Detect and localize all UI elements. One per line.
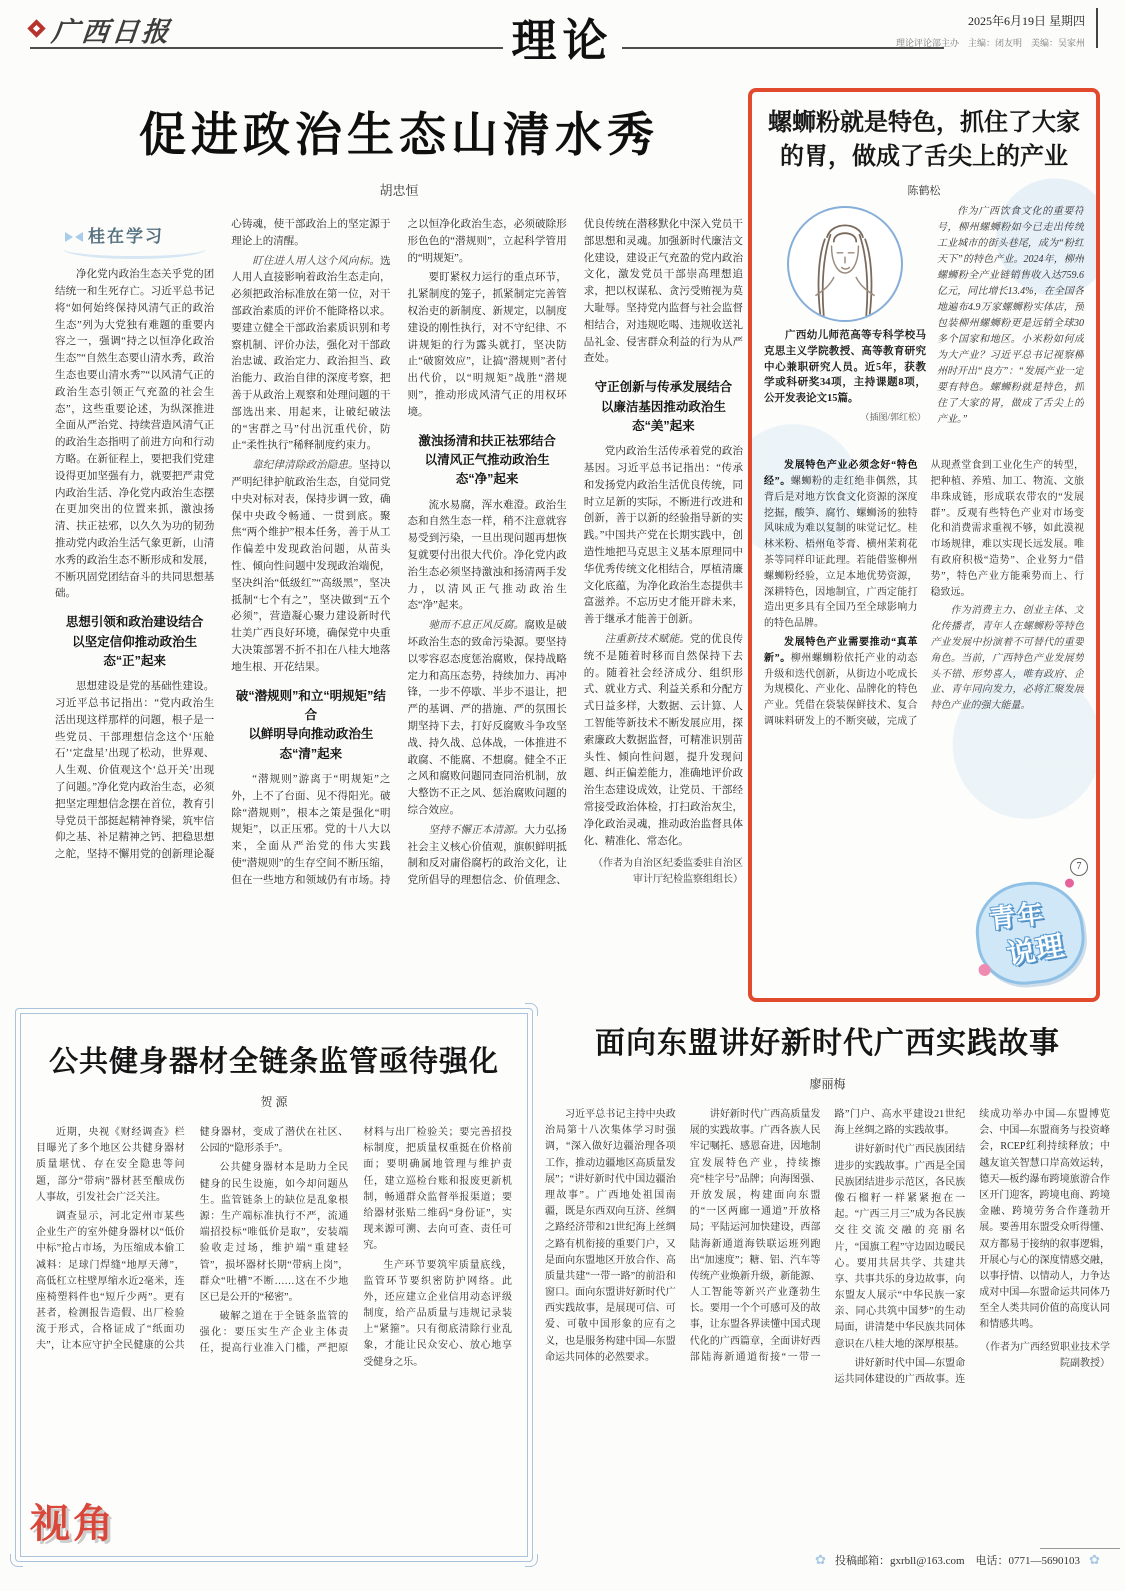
badge-text-line2: 说理 bbox=[1004, 929, 1068, 971]
viewpoint-byline: 贺 源 bbox=[260, 1095, 288, 1109]
masthead-rule-left bbox=[30, 47, 503, 49]
feature-intro-text: 作为广西饮食文化的重要符号，柳州螺蛳粉如今已走出传统工业城市的街头巷尾，成为“粉红天下”的特色产业。2024年，柳州螺蛳粉全产业链销售收入达759.6亿元，同比增长13.4%，在全国各地遍布4.9万家螺蛳粉实体店，预包装柳州螺蛳粉更是远销全球30多个国家和地区。小米粉如何成为大产业？习近平总书记视察柳州时开出“良方”：“发展产业一定要有特色。螺蛳粉就是特色，抓住了大家的胃，做成了舌尖上的产业。” bbox=[937, 206, 1084, 426]
badge-text-line1: 青年 bbox=[987, 898, 1047, 935]
viewpoint-body bbox=[36, 1125, 512, 1549]
asean-headline: 面向东盟讲好新时代广西实践故事 bbox=[595, 1027, 1060, 1060]
author-attribution: （作者为广西经贸职业技术学院副教授） bbox=[980, 1341, 1110, 1369]
paragraph: 近期，央视《财经调查》栏目曝光了多个地区公共健身器材质量堪忧、存在安全隐患等问题，部分“带病”器材甚至酿成伤人事故，引发社会广泛关注。 bbox=[36, 1127, 185, 1203]
feature-author-card bbox=[764, 204, 926, 452]
main-headline: 促进政治生态山清水秀 bbox=[139, 108, 659, 161]
column-marker bbox=[63, 219, 206, 259]
paragraph: 党内政治生活传承着党的政治基因。习近平总书记指出：“传承和发扬党内政治生活优良传统，同时立足新的实际，不断进行改进和创新，善于以新的经验指导新的实践。”中国共产党在长期实践中，创造性地把马克思主义基本原理同中华优秀传统文化相结合，厚植清廉文化底蕴，为净化政治生态提供丰富滋养。不忘历史才能开辟未来，善于继承才能善于创新。 bbox=[583, 446, 743, 626]
subheading-zheng: 思想引领和政治建设结合 以坚定信仰推动政治生态“正”起来 bbox=[65, 615, 204, 668]
author-bio: 广西幼儿师范高等专科学校马克思主义学院教授、高等教育研究中心兼职研究人员。近5年，获教学或科研奖34项，主持课题8项，公开发表论文15篇。 bbox=[764, 330, 926, 405]
paragraph: 生产环节要筑牢质量底线，监管环节要织密防护网络。此外，还应建立企业信用动态评级制度，给产品质量与违规记录装上“紧箍”。只有彻底清除行业乱象，才能让民众安心、放心地享受健身之乐。 bbox=[363, 1259, 512, 1368]
asean-body bbox=[545, 1107, 1110, 1529]
corner-ornament bbox=[10, 1554, 23, 1567]
viewpoint-box bbox=[15, 1008, 533, 1562]
subheading-jing: 激浊扬清和扶正祛邪结合 以清风正气推动政治生态“净”起来 bbox=[418, 433, 556, 487]
paragraph: 发展特色产业需要推动“真革新”。柳州螺蛳粉依托产业的动态升级和迭代创新，从街边小吃成长为规模化、产业化、品牌化的特色产业。凭借在袋装保鲜技术、复合调味料研发上的不断突破，完成了从现煮堂食到工业化生产的转型，把种植、养殖、加工、物流、文旅串珠成链，形成联农带农的“发展群”。反观有些特色产业对市场变化和消费需求重视不够，如此漠视市场规律，难以实现长远发展。唯有政府积极“造势”、企业努力“借势”，特色产业方能乘势而上、行稳致远。 bbox=[764, 460, 1084, 727]
date-line: 2025年6月19日 星期四 bbox=[967, 14, 1085, 28]
asean-article bbox=[545, 1018, 1110, 1529]
paragraph: 靠纪律清除政治隐患。坚持以严明纪律护航政治生态，自觉同党中央对标对表，保持步调一致，确保中央政令畅通、一贯到底。聚焦“两个维护”根本任务，善于从工作偏差中发现政治问题，从苗头性、倾向性问题中发现政治端倪，坚决纠治“低级红”“高级黑”，坚决抵制“七个有之”，坚决做到“五个必须”，营造凝心聚力建设新时代壮美广西良好环境，确保党中央重大决策部署不折不扣在八桂大地落地生根、开花结果。 bbox=[231, 460, 391, 673]
badge-dot-icon bbox=[978, 963, 991, 976]
paragraph: 讲好新时代中国—东盟命运共同体建设的广西故事。连续成功举办中国—东盟博览会、中国—东盟商务与投资峰会，RCEP红利持续释放；中越友谊关智慧口岸高效运转，德天—板约瀑布跨境旅游合作区开门迎客，跨境电商、跨境金融、跨境劳务合作蓬勃开展。要善用东盟受众听得懂、双方都易于接纳的叙事逻辑，开展心与心的深度情感交融，以事抒情、以情动人，力争达成对中国—东盟命运共同体乃至全人类共同价值的高度认同和情感共鸣。 bbox=[834, 1109, 1110, 1385]
main-byline: 胡忠恒 bbox=[379, 183, 419, 198]
portrait-sketch bbox=[789, 208, 901, 320]
paragraph: 坚持不懈正本清源。大力弘扬社会主义核心价值观，旗帜鲜明抵制和反对庸俗腐朽的政治文化，让党所倡导的理想信念、价值理念、优良传统在潜移默化中深入党员干部思想和灵魂。加强新时代廉洁文化建设，建设正气充盈的党内政治文化，激发党员干部崇高理想追求，把以权谋私、贪污受贿视为莫大耻辱。坚持党内监督与社会监督相结合，对违规吃喝、违规收送礼品礼金、侵害群众利益的行为从严查处。 bbox=[407, 219, 743, 887]
viewpoint-headline: 公共健身器材全链条监管亟待强化 bbox=[48, 1046, 499, 1078]
paragraph: 破解之道在于全链条监管的强化：要压实生产企业主体责任，提高行业准入门槛，严把原材料与出厂检验关；要完善招投标制度，把质量权重挺在价格前面；要明确属地管理与维护责任，建立巡检台账和报废更新机制，畅通群众监督举报渠道；要给器材张贴二维码“身份证”，实现来源可溯、去向可查、责任可究。 bbox=[199, 1127, 512, 1355]
masthead-date-block bbox=[800, 12, 1085, 49]
footer-rule bbox=[1040, 1548, 1120, 1549]
paragraph: 公共健身器材本是助力全民健身的民生设施，如今却问题丛生。监管链条上的缺位是乱象根源：生产端标准执行不严，流通端招投标“唯低价是取”，安装端验收走过场，维护端“重建轻管”，损坏器材长期“带病上岗”，群众“吐槽”不断……这在不少地区已是公开的“秘密”。 bbox=[199, 1162, 349, 1303]
portrait-illustration bbox=[787, 206, 903, 322]
corner-ornament bbox=[525, 1554, 538, 1567]
column-marker-label: 桂在学习 bbox=[88, 227, 164, 246]
paragraph: 要盯紧权力运行的重点环节，扎紧制度的笼子，抓紧制定完善管权治吏的新制度、新规定，以制度建设的刚性执行，对不守纪律、不讲规矩的行为露头就打，坚决防止“破窗效应”，让搞“潜规则”者付出代价，以“明规矩”战胜“潜规则”，推动形成风清气正的用权环境。 bbox=[407, 272, 567, 418]
footer-contact-bar bbox=[795, 1552, 1120, 1568]
paragraph: 驰而不息正风反腐。腐败是破坏政治生态的致命污染源。要坚持以零容忍态度惩治腐败，保持战略定力和高压态势，持续加力、再冲锋，一步不停歇、半步不退让，把严的基调、严的措施、严的氛围长期坚持下去，打好反腐败斗争攻坚战、持久战、总体战，一体推进不敢腐、不能腐、不想腐。健全不正之风和腐败问题同查同治机制，放大整饬不正之风、惩治腐败问题的综合效应。 bbox=[407, 620, 567, 817]
paragraph: 作为消费主力、创业主体、文化传播者，青年人在螺蛳粉等特色产业发展中扮演着不可替代的重要角色。当前，广西特色产业发展势头不错、形势喜人，唯有政府、企业、青年同向发力，必将汇聚发展特色产业的强大能量。 bbox=[930, 605, 1084, 712]
bow-icon bbox=[65, 232, 83, 242]
masthead-brand: 广西日报 bbox=[50, 17, 174, 47]
page-number-badge: 7 bbox=[1070, 858, 1088, 876]
viewpoint-label: 视角 bbox=[26, 1490, 124, 1549]
feature-headline: 螺蛳粉就是特色，抓住了大家的胃，做成了舌尖上的产业 bbox=[768, 109, 1080, 170]
author-attribution: （作者为自治区纪委监委驻自治区审计厅纪检监察组组长） bbox=[593, 858, 743, 886]
feature-intro-row bbox=[764, 204, 1084, 452]
paragraph: 发展特色产业必须念好“特色经”。螺蛳粉的走红绝非偶然，其背后是对地方饮食文化资源的深度挖掘，酸笋、腐竹、螺蛳汤的独特风味成为难以复制的味觉记忆。桂林米粉、梧州龟苓膏、横州茉莉花茶等同样印证此理。若能借鉴柳州螺蛳粉经验，立足本地优势资源，深耕特色，因地制宜，广西定能打造出更多具有全国乃至全球影响力的特色品牌。 bbox=[764, 460, 918, 630]
footer-contact: 投稿邮箱：gxrbll@163.com 电话：0771—5690103 bbox=[834, 1555, 1081, 1567]
main-article-body bbox=[55, 217, 743, 975]
paragraph: 讲好新时代广西民族团结进步的实践故事。广西是全国民族团结进步示范区，各民族像石榴籽一样紧紧抱在一起。“广西三月三”成为各民族交往交流交融的亮丽名片，“国旗工程”守边固边暖民心。要用共居共学、共建共享、共事共乐的身边故事，向东盟友人展示“中华民族一家亲、同心共筑中国梦”的生动局面，讲清楚中华民族共同体意识在八桂大地的深厚根基。 bbox=[834, 1144, 966, 1350]
paragraph: 注重新技术赋能。党的优良传统不是随着时移而自然保持下去的。随着社会经济成分、组织形式、就业方式、利益关系和分配方式日益多样，大数据、云计算、人工智能等新技术不断发展应用，探索廉政大数据监督，可精准识别苗头性、倾向性问题，提升发现问题、纠正偏差能力，准确地评价政治生态建设成效，让党员、干部经常接受政治体检，打扫政治灰尘，净化政治灵魂，推动政治监督具体化、精准化、常态化。 bbox=[583, 634, 743, 847]
paragraph: 调查显示，河北定州市某些企业生产的室外健身器材以“低价中标”抢占市场，为压缩成本偷工减料：足球门焊缝“地厚天薄”，高低杠立柱壁厚缩水近2毫米，连座椅塑料件也“短斤少两”。更有甚者，检测报告造假、出厂检验流于形式，合格证成了“纸面功夫”，让本应守护全民健康的公共健身器材，变成了潜伏在社区、公园的“隐形杀手”。 bbox=[36, 1127, 349, 1352]
subheading-mei: 守正创新与传承发展结合 以廉洁基因推动政治生态“美”起来 bbox=[594, 380, 733, 433]
masthead-divider bbox=[1096, 8, 1098, 48]
paragraph: 净化党内政治生态关乎党的团结统一和生死存亡。习近平总书记将“如何始终保持风清气正的政治生态”列为大党独有难题的重要内容之一，强调“持之以恒净化政治生态”“自然生态要山清水秀，政治生态也要山清水秀”“以风清气正的政治生态引领正气充盈的社会生态”，这些重要论述，为纵深推进全面从严治党、持续营造风清气正的政治生态指明了前进方向和行动方略。在新征程上，要把我们党建设得更加坚强有力，就要把严肃党内政治生活、净化党内政治生态摆在更加突出的位置来抓，激浊扬清、扶正祛邪，以久久为功的韧劲推动党内政治生活气象更新，山清水秀的政治生态不断形成和发展，不断巩固党团结奋斗的共同思想基础。 bbox=[55, 269, 215, 600]
brand-seal-icon bbox=[27, 19, 45, 37]
asean-byline: 廖丽梅 bbox=[809, 1077, 846, 1091]
paragraph: 盯住进人用人这个风向标。选人用人直接影响着政治生态走向，必须把政治标准放在第一位，对干部政治素质的评价不能降格以求。要建立健全干部政治素质识别和考察机制、评价办法，强化对干部政治忠诚、政治定力、政治担当、政治能力、政治自律的深度考察，把善于从政治上观察和处理问题的干部选出来、用起来，让破纪破法的“害群之马”付出沉重代价，防止“柔性执行”稀释制度约束力。 bbox=[231, 255, 391, 452]
paragraph: 思想建设是党的基础性建设。习近平总书记指出：“党内政治生活出现这样那样的问题，根子是一些党员、干部理想信念这个‘压舱石’‘定盘星’出现了松动，世界观、人生观、价值观这个‘总开关’出现了问题。”净化党内政治生态，必须把坚定理想信念摆在首位，教育引导党员干部挺起精神脊梁，筑牢信仰之基、补足精神之钙、把稳思想之舵，坚持不懈用党的创新理论凝心铸魂，使干部政治上的坚定源于理论上的清醒。 bbox=[55, 219, 391, 861]
flower-icon: ✿ bbox=[1089, 1552, 1100, 1567]
subheading-qing: 破“潜规则”和立“明规矩”结合 以鲜明导向推动政治生态“清”起来 bbox=[235, 688, 386, 761]
paragraph: “潜规则”游离于“明规矩”之外，上不了台面、见不得阳光。破除“潜规则”，根本之策是强化“明规矩”，以正压邪。党的十八大以来，全面从严治党的伟大实践使“潜规则”的生存空间不断压缩，但在一些地方和领域仍有市场。持之以恒净化政治生态，必须破除形形色色的“潜规则”，立起科学管用的“明规矩”。 bbox=[231, 219, 567, 886]
feature-byline: 陈鹤松 bbox=[907, 185, 941, 198]
paragraph: 讲好新时代广西高质量发展的实践故事。广西各族人民牢记嘱托、感恩奋进，因地制宜发展特色产业，持续擦亮“桂字号”品牌；向海图强、开放发展，构建面向东盟的“一区两廊一通道”开放格局；平陆运河加快建设，西部陆海新通道海铁联运班列跑出“加速度”；糖、铝、汽车等传统产业焕新升级，新能源、人工智能等新兴产业蓬勃生长。要用一个个可感可及的故事，让东盟各界读懂中国式现代化的广西篇章，全面讲好西部陆海新通道衔接“一带一路”门户、高水平建设21世纪海上丝绸之路的实践故事。 bbox=[689, 1109, 966, 1363]
flower-icon: ✿ bbox=[815, 1552, 826, 1567]
illustration-credit: （插图/郭红松） bbox=[860, 411, 926, 422]
main-article bbox=[55, 98, 743, 975]
section-title: 理论 bbox=[511, 16, 614, 66]
paragraph: 流水易腐，浑水难澄。政治生态和自然生态一样，稍不注意就容易受到污染，一旦出现问题再想恢复就要付出很大代价。净化党内政治生态必须坚持激浊和扬清两手发力，以清风正气推动政治生态“净”起来。 bbox=[407, 499, 567, 612]
staff-line: 理论评论部主办 主编：闭友明 美编：吴家州 bbox=[895, 38, 1085, 48]
feature-box bbox=[748, 88, 1100, 1002]
corner-ornament bbox=[525, 1003, 538, 1016]
paragraph: 习近平总书记主持中央政治局第十八次集体学习时强调，“深入做好边疆治理各项工作，推动边疆地区高质量发展”；“讲好新时代中国边疆治理故事”。广西地处祖国南疆，既是东西双向互济、丝绸之路经济带和21世纪海上丝绸之路有机衔接的重要门户，又是面向东盟地区开放合作、高质量共建“一带一路”的前沿和窗口。面向东盟讲好新时代广西实践故事，是展现可信、可爱、可敬中国形象的应有之义，也是服务构建中国—东盟命运共同体的必然要求。 bbox=[545, 1109, 676, 1363]
